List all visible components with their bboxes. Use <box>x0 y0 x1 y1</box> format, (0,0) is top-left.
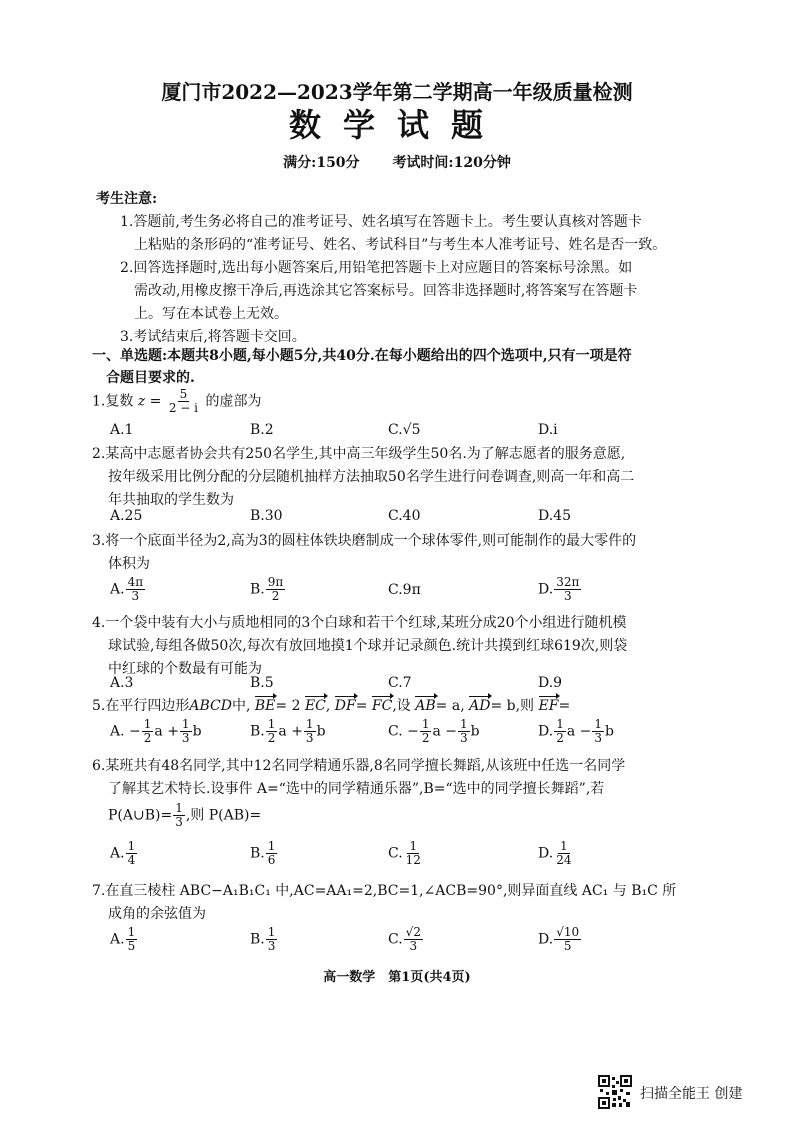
question-4-cont: 球试验,每组各做50次,每次有放回地摸1个球并记录颜色.统计共摸到红球619次,则袋 <box>108 638 628 654</box>
question-5: 5.在平行四边形ABCD中, BE= 2 EC, DF= FC,设 AB= a, AD= b,则 EF= <box>92 698 571 714</box>
notice-heading: 考生注意: <box>96 191 158 207</box>
q6-option-b[interactable]: B. $\frac{1}{6}$ <box>250 839 276 867</box>
exam-header-line: 厦门市2022—2023学年第二学期高一年级质量检测 <box>161 80 633 104</box>
exam-time: 考试时间:120分钟 <box>392 155 511 171</box>
question-4: 4.一个袋中装有大小与质地相同的3个白球和若干个红球,某班分成20个小组进行随机模 <box>92 615 627 631</box>
q5-option-b[interactable]: B. $\frac{1}{2}$ a + $\frac{1}{3}$ b <box>250 717 326 745</box>
question-2: 2.某高中志愿者协会共有250名学生,其中高三年级学生50名.为了解志愿者的服务意愿, <box>92 446 626 462</box>
q7-option-d[interactable]: D. $\frac{√10}{5}$ <box>538 925 580 953</box>
q2-option-c[interactable]: C.40 <box>388 508 421 524</box>
q3-option-d[interactable]: D. $\frac{32\pi}{3}$ <box>538 575 580 603</box>
section-heading-cont: 合题目要求的. <box>106 370 195 386</box>
q2-option-b[interactable]: B.30 <box>250 508 283 524</box>
scanner-watermark: 扫描全能王 创建 <box>640 1086 743 1102</box>
fraction: $\frac{5}{2 - i}$ <box>168 387 198 415</box>
question-7: 7.在直三棱柱 ABC−A₁B₁C₁ 中,AC=AA₁=2,BC=1,∠ACB=90°,则异面直线 AC₁ 与 B₁C 所 <box>92 883 677 899</box>
notice-line: 1.答题前,考生务必将自己的准考证号、姓名填写在答题卡上。考生要认真核对答题卡 <box>120 214 642 230</box>
question-1: 1.复数 z = $\frac{5}{2 - i}$ 的虚部为 <box>92 387 262 415</box>
q2-option-a[interactable]: A.25 <box>110 508 143 524</box>
q1-option-b[interactable]: B.2 <box>250 422 274 438</box>
q2-option-d[interactable]: D.45 <box>538 508 571 524</box>
q4-option-c[interactable]: C.7 <box>388 675 412 691</box>
question-3: 3.将一个底面半径为2,高为3的圆柱体铁块磨制成一个球体零件,则可能制作的最大零件的 <box>92 533 637 549</box>
q7-option-c[interactable]: C. $\frac{√2}{3}$ <box>388 925 421 953</box>
question-6-cont: P(A∪B)= $\frac{1}{3}$ ,则 P(AB)= <box>108 801 262 829</box>
q1-option-c[interactable]: C.√5 <box>388 422 421 438</box>
q7-option-a[interactable]: A. $\frac{1}{5}$ <box>110 925 136 953</box>
notice-line: 上粘贴的条形码的“准考证号、姓名、考试科目”与考生本人准考证号、姓名是否一致。 <box>134 237 667 253</box>
full-score: 满分:150分 <box>283 155 360 171</box>
q1-option-d[interactable]: D.i <box>538 422 558 438</box>
q6-option-d[interactable]: D. $\frac{1}{24}$ <box>538 839 572 867</box>
q5-option-a[interactable]: A. − $\frac{1}{2}$ a + $\frac{1}{3}$ b <box>110 717 202 745</box>
q1-option-a[interactable]: A.1 <box>110 422 134 438</box>
q5-option-d[interactable]: D. $\frac{1}{2}$ a − $\frac{1}{3}$ b <box>538 717 614 745</box>
exam-title: 数学试题 <box>288 106 505 144</box>
q4-option-d[interactable]: D.9 <box>538 675 563 691</box>
q5-option-c[interactable]: C. − $\frac{1}{2}$ a − $\frac{1}{3}$ b <box>388 717 480 745</box>
question-2-cont: 年共抽取的学生数为 <box>108 492 234 508</box>
q3-option-a[interactable]: A. $\frac{4\pi}{3}$ <box>110 575 144 603</box>
q6-option-a[interactable]: A. $\frac{1}{4}$ <box>110 839 136 867</box>
section-heading: 一、单选题:本题共8小题,每小题5分,共40分.在每小题给出的四个选项中,只有一项是符 <box>92 348 632 364</box>
q7-option-b[interactable]: B. $\frac{1}{3}$ <box>250 925 276 953</box>
q4-option-a[interactable]: A.3 <box>110 675 134 691</box>
q4-option-b[interactable]: B.5 <box>250 675 274 691</box>
question-2-cont: 按年级采用比例分配的分层随机抽样方法抽取50名学生进行问卷调查,则高一年和高二 <box>108 469 635 485</box>
qr-code-icon <box>598 1075 632 1109</box>
notice-line: 3.考试结束后,将答题卡交回。 <box>120 329 306 345</box>
question-6: 6.某班共有48名同学,其中12名同学精通乐器,8名同学擅长舞蹈,从该班中任选一名同学 <box>92 758 626 774</box>
notice-line: 上。写在本试卷上无效。 <box>134 306 288 322</box>
q3-option-c[interactable]: C.9π <box>388 582 421 598</box>
q6-option-c[interactable]: C. $\frac{1}{12}$ <box>388 839 421 867</box>
question-4-cont: 中红球的个数最有可能为 <box>108 661 262 677</box>
question-7-cont: 成角的余弦值为 <box>108 906 206 922</box>
exam-meta <box>0 152 794 172</box>
question-6-cont: 了解其艺术特长.设事件 A=“选中的同学精通乐器”,B=“选中的同学擅长舞蹈”,若 <box>108 781 605 797</box>
notice-line: 需改动,用橡皮擦干净后,再选涂其它答案标号。回答非选择题时,将答案写在答题卡 <box>134 283 638 299</box>
page-footer: 高一数学 第1页(共4页) <box>323 970 471 985</box>
q3-option-b[interactable]: B. $\frac{9\pi}{2}$ <box>250 575 284 603</box>
question-3-cont: 体积为 <box>108 556 150 572</box>
notice-line: 2.回答选择题时,选出每小题答案后,用铅笔把答题卡上对应题目的答案标号涂黑。如 <box>120 260 633 276</box>
